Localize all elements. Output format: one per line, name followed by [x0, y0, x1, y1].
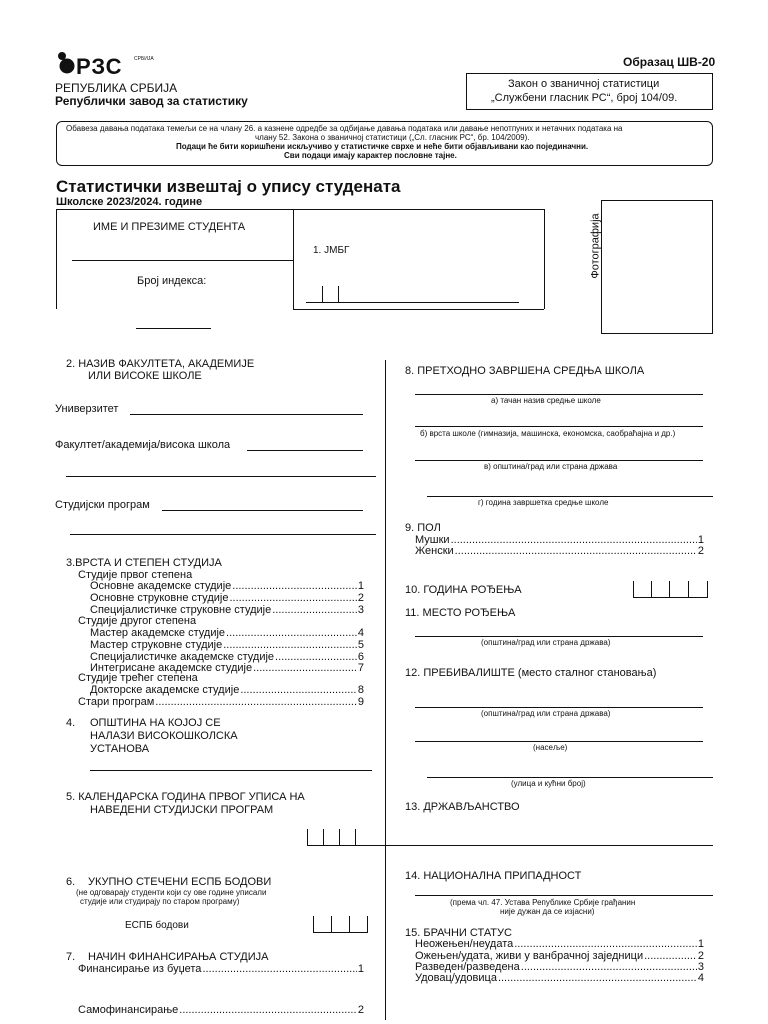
ects-tick — [331, 916, 332, 932]
notice-line-2: члану 52. Закона о званичној статистици („Сл. гласник РС“, бр. 104/2009). — [255, 133, 530, 142]
birth-place-field[interactable] — [415, 636, 703, 637]
id-block-middle-divider — [293, 209, 294, 309]
s14-note-1: (према чл. 47. Устава Републике Србије грађанин — [450, 898, 636, 907]
ects-tick — [313, 916, 314, 932]
leader-dots — [514, 938, 697, 950]
option-number: 5 — [357, 639, 364, 651]
s8-note-b: б) врста школе (гимназија, машинска, економска, саобраћајна и др.) — [420, 429, 676, 438]
option-number: 7 — [357, 662, 364, 674]
s12-subtitle: (место сталног становања) — [514, 667, 657, 679]
report-title: Статистички извештај о упису студената — [56, 177, 401, 196]
year-tick — [355, 829, 356, 845]
s4-title-line-3: УСТАНОВА — [90, 743, 150, 755]
s13-title: 13. ДРЖАВЉАНСТВО — [405, 801, 520, 813]
option-number: 3 — [357, 604, 364, 616]
jmbg-tick-2 — [338, 286, 339, 302]
s5-title-line-2: НАВЕДЕНИ СТУДИЈСКИ ПРОГРАМ — [90, 804, 274, 816]
study-option[interactable] — [78, 696, 364, 708]
financing-option[interactable] — [78, 963, 364, 975]
photo-box — [601, 200, 713, 334]
option-label: Мушки — [415, 534, 450, 546]
option-label: Специјалистичке струковне студије — [90, 604, 272, 616]
logo-text: РЗС — [76, 54, 123, 78]
s6-note-line-2: студије или студирају по старом програму) — [80, 897, 240, 906]
school-municipality-field[interactable] — [415, 460, 703, 461]
option-number: 8 — [357, 684, 364, 696]
leader-dots — [455, 545, 697, 557]
s12-note-3: (улица и кућни број) — [511, 779, 586, 788]
option-number: 4 — [697, 972, 704, 984]
birth-year-field[interactable] — [633, 597, 708, 598]
municipality-field[interactable] — [90, 770, 372, 771]
faculty-field-extra[interactable] — [66, 476, 376, 477]
study-option[interactable] — [90, 684, 364, 696]
law-line-2: „Службени гласник РС“, број 104/09. — [491, 92, 678, 104]
marital-option[interactable] — [415, 972, 704, 984]
option-number: 6 — [357, 651, 364, 663]
ects-tick — [349, 916, 350, 932]
birth-year-tick — [707, 581, 708, 597]
program-field-extra[interactable] — [70, 534, 376, 535]
jmbg-tick-1 — [322, 286, 323, 302]
s4-title-line-2: НАЛАЗИ ВИСОКОШКОЛСКА — [90, 730, 238, 742]
option-label: Самофинансирање — [78, 1004, 179, 1016]
id-block-bottom-border — [293, 309, 544, 310]
s14-title: 14. НАЦИОНАЛНА ПРИПАДНОСТ — [405, 870, 582, 882]
leader-dots — [240, 684, 357, 696]
birth-year-tick — [651, 581, 652, 597]
form-code: Образац ШВ-20 — [623, 55, 716, 69]
s4-title-line-1: ОПШТИНА НА КОЈОЈ СЕ — [90, 717, 221, 729]
jmbg-label: 1. ЈМБГ — [313, 245, 350, 256]
s4-number: 4. — [66, 717, 76, 729]
id-block-top-border — [56, 209, 544, 210]
option-label: Разведен/разведена — [415, 961, 520, 973]
program-field[interactable] — [162, 510, 363, 511]
nationality-field[interactable] — [415, 895, 713, 896]
option-label: Финансирање из буџета — [78, 963, 202, 975]
s6-title: УКУПНО СТЕЧЕНИ ЕСПБ БОДОВИ — [88, 876, 272, 888]
option-number: 2 — [357, 1004, 364, 1016]
option-number: 4 — [357, 627, 364, 639]
first-degree-label: Студије првог степена — [78, 569, 193, 581]
ects-tick — [367, 916, 368, 932]
s8-note-a: а) тачан назив средње школе — [491, 396, 601, 405]
school-year: Школске 2023/2024. године — [56, 196, 203, 208]
notice-line-3: Подаци ће бити коришћени искључиво у статистичке сврхе и неће бити објављивани као појединачни. — [176, 142, 589, 151]
option-label: Докторске академске студије — [90, 684, 240, 696]
s6-number: 6. — [66, 876, 76, 888]
option-number: 1 — [357, 580, 364, 592]
id-block-right-border — [544, 209, 545, 309]
residence-street-field[interactable] — [427, 777, 713, 778]
s2-title-line-1: 2. НАЗИВ ФАКУЛТЕТА, АКАДЕМИЈЕ — [66, 358, 255, 370]
ects-field[interactable] — [313, 932, 368, 933]
id-block-left-border — [56, 209, 57, 309]
ects-label: ЕСПБ бодови — [125, 920, 189, 931]
school-name-field[interactable] — [415, 394, 703, 395]
birth-year-tick — [669, 581, 670, 597]
option-label: Стари програм — [78, 696, 155, 708]
s6-note-line-1: (не одговарају студенти који су ове године уписали — [76, 888, 267, 897]
year-tick — [339, 829, 340, 845]
option-number: 1 — [357, 963, 364, 975]
s3-title: 3.ВРСТА И СТЕПЕН СТУДИЈА — [66, 557, 222, 569]
leader-dots — [202, 963, 356, 975]
university-label: Универзитет — [55, 403, 119, 415]
second-degree-label: Студије другог степена — [78, 615, 197, 627]
name-label: ИМЕ И ПРЕЗИМЕ СТУДЕНТА — [93, 221, 246, 233]
year-tick — [323, 829, 324, 845]
s12-note-1: (општина/град или страна држава) — [481, 709, 611, 718]
s2-title-line-2: ИЛИ ВИСОКЕ ШКОЛЕ — [88, 370, 202, 382]
option-number: 2 — [697, 545, 704, 557]
residence-settlement-field[interactable] — [415, 741, 703, 742]
option-label: Мастер академске студије — [90, 627, 226, 639]
option-label: Ожењен/удата, живи у ванбрачној заједници — [415, 950, 644, 962]
s8-title: 8. ПРЕТХОДНО ЗАВРШЕНА СРЕДЊА ШКОЛА — [405, 365, 645, 377]
leader-dots — [155, 696, 357, 708]
s15-title: 15. БРАЧНИ СТАТУС — [405, 927, 512, 939]
option-number: 1 — [697, 534, 704, 546]
marital-option[interactable] — [415, 938, 704, 950]
financing-option[interactable] — [78, 1004, 364, 1016]
program-label: Студијски програм — [55, 499, 150, 511]
leader-dots — [498, 972, 697, 984]
option-number: 1 — [697, 938, 704, 950]
notice-line-1: Обавеза давања података темељи се на члану 26. а казнене одредбе за одбијање давања података или давање непотпуних и нетачних података на — [66, 124, 623, 133]
s8-note-d: г) година завршетка средње школе — [478, 498, 609, 507]
photo-label: Фотографија — [589, 213, 602, 279]
leader-dots — [226, 627, 357, 639]
s8-note-c: в) општина/град или страна држава — [484, 462, 618, 471]
s9-title: 9. ПОЛ — [405, 522, 441, 534]
institute-name: Републички завод за статистику — [55, 94, 248, 108]
option-number: 2 — [357, 592, 364, 604]
option-number: 3 — [697, 961, 704, 973]
study-option[interactable] — [90, 627, 364, 639]
gender-option[interactable] — [415, 545, 704, 557]
logo-small-text: СРБИЈА — [134, 56, 154, 62]
law-line-1: Закон о званичној статистици — [508, 78, 660, 90]
s12-title-main: 12. ПРЕБИВАЛИШТЕ — [405, 667, 515, 679]
s12-title — [405, 667, 656, 679]
republic-name: РЕПУБЛИКА СРБИЈА — [55, 81, 178, 95]
column-divider — [385, 360, 386, 1020]
option-label: Удовац/удовица — [415, 972, 497, 984]
option-number: 9 — [357, 696, 364, 708]
s12-note-2: (насеље) — [533, 743, 568, 752]
s14-note-2: није дужан да се изјасни) — [500, 907, 595, 916]
study-option[interactable] — [90, 592, 364, 604]
option-number: 2 — [697, 950, 704, 962]
name-field[interactable] — [72, 260, 294, 261]
faculty-label: Факултет/академија/висока школа — [55, 439, 231, 451]
university-field[interactable] — [130, 414, 363, 415]
third-degree-label: Студије трећег степена — [78, 672, 198, 684]
option-label: Основне струковне студије — [90, 592, 229, 604]
study-option[interactable] — [90, 639, 364, 651]
study-option[interactable] — [90, 580, 364, 592]
first-enrollment-year-field[interactable] — [307, 845, 385, 846]
school-type-field[interactable] — [415, 426, 703, 427]
option-label: Неожењен/неудата — [415, 938, 514, 950]
leader-dots — [223, 639, 357, 651]
leader-dots — [272, 604, 357, 616]
option-label: Специјалистичке академске студије — [90, 651, 275, 663]
year-tick — [307, 829, 308, 845]
s5-title-line-1: 5. КАЛЕНДАРСКА ГОДИНА ПРВОГ УПИСА НА — [66, 791, 305, 803]
option-label: Интегрисане академске студије — [90, 662, 253, 674]
faculty-field[interactable] — [247, 450, 363, 451]
s7-number: 7. — [66, 951, 76, 963]
leader-dots — [229, 592, 356, 604]
option-label: Мастер струковне студије — [90, 639, 223, 651]
s11-note: (општина/град или страна држава) — [481, 638, 611, 647]
s11-title: 11. МЕСТО РОЂЕЊА — [405, 607, 516, 619]
s10-title: 10. ГОДИНА РОЂЕЊА — [405, 584, 522, 596]
jmbg-field[interactable] — [306, 302, 519, 303]
rzs-logo — [54, 50, 154, 78]
s7-title: НАЧИН ФИНАНСИРАЊА СТУДИЈА — [88, 951, 269, 963]
leader-dots — [179, 1004, 357, 1016]
option-label: Женски — [415, 545, 454, 557]
notice-line-4: Сви подаци имају карактер пословне тајне. — [284, 151, 457, 160]
index-label: Број индекса: — [137, 275, 207, 287]
option-label: Основне академске студије — [90, 580, 232, 592]
leader-dots — [253, 662, 357, 674]
leader-dots — [232, 580, 357, 592]
graduation-year-field[interactable] — [427, 496, 713, 497]
birth-year-tick — [633, 581, 634, 597]
index-number-field[interactable] — [136, 328, 211, 329]
birth-year-tick — [688, 581, 689, 597]
residence-municipality-field[interactable] — [415, 707, 703, 708]
citizenship-field[interactable] — [385, 845, 713, 846]
